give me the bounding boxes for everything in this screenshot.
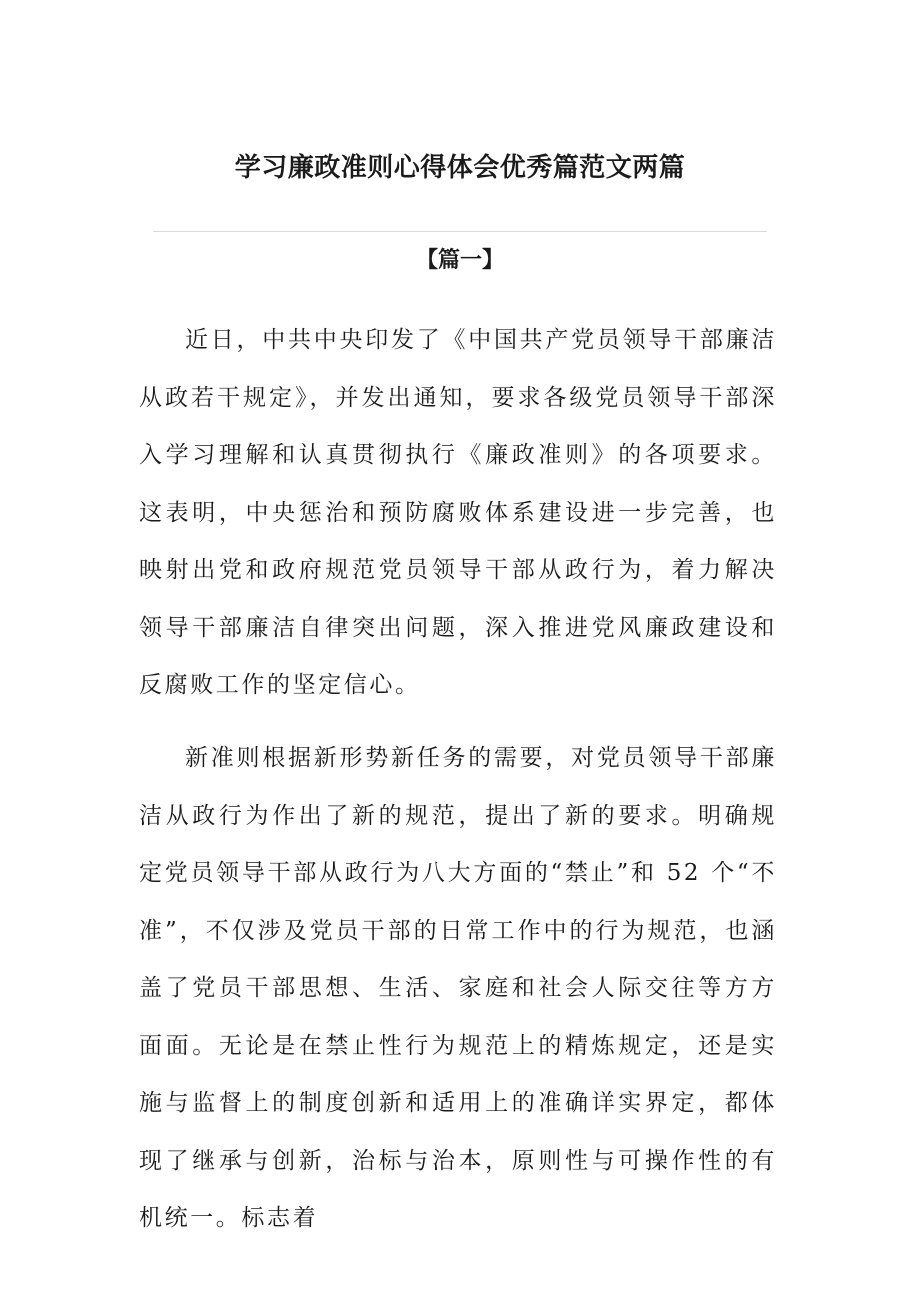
title-divider xyxy=(153,231,767,232)
paragraph-2: 新准则根据新形势新任务的需要，对党员领导干部廉洁从政行为作出了新的规范，提出了新的要求。明确规定党员领导干部从政行为八大方面的“禁止”和 52 个“不准”，不仅涉及党员干部的日常工作中的行为规范，也涵盖了党员干部思想、生活、家庭和社会人际交往等方方面面。无论是在禁止性行为规范上的精炼规定，还是实施与监督上的制度创新和适用上的准确详实界定，都体现了继承与创新，治标与治本，原则性与可操作性的有机统一。标志着 xyxy=(139,745,777,1231)
document-title: 学习廉政准则心得体会优秀篇范文两篇 xyxy=(234,153,686,183)
paragraph-1: 近日，中共中央印发了《中国共产党员领导干部廉洁从政若干规定》，并发出通知，要求各级党员领导干部深入学习理解和认真贯彻执行《廉政准则》的各项要求。这表明，中央惩治和预防腐败体系建设进一步完善，也映射出党和政府规范党员领导干部从政行为，着力解决领导干部廉洁自律突出问题，深入推进党风廉政建设和反腐败工作的坚定信心。 xyxy=(139,327,777,698)
section-heading: 【篇一】 xyxy=(415,248,504,273)
